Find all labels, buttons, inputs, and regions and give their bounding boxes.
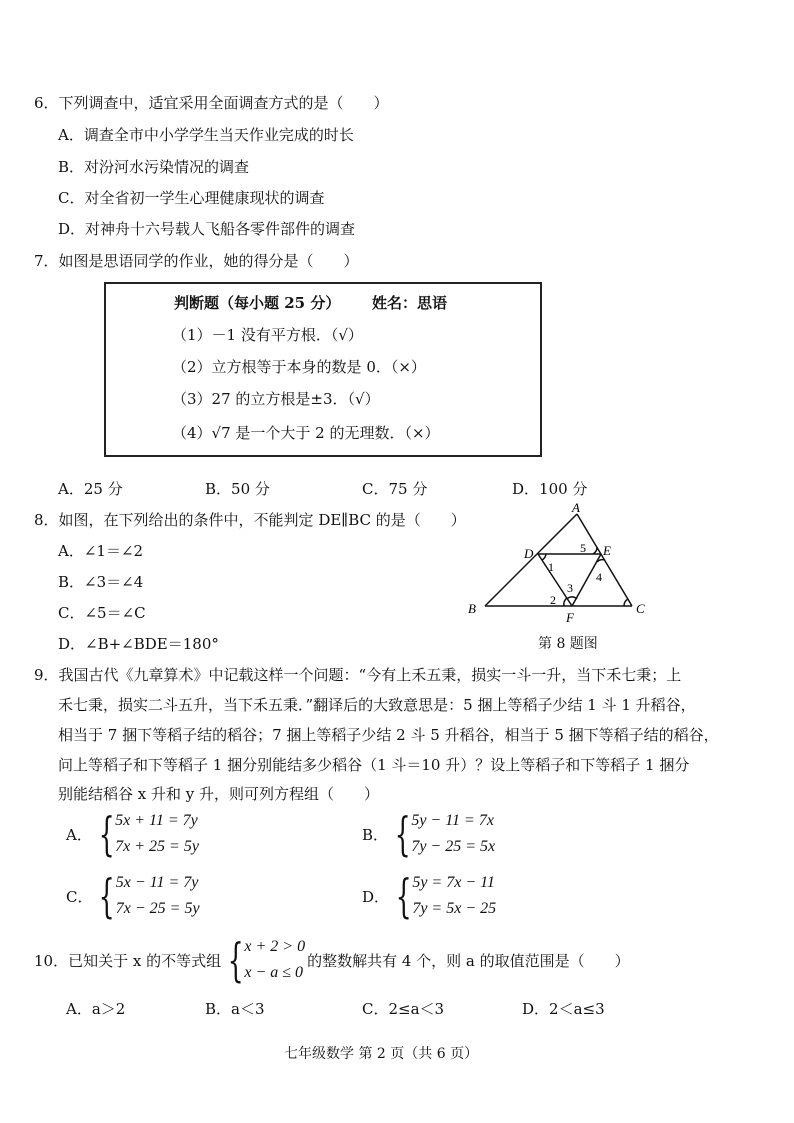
q6-option-b: B．对汾河水污染情况的调查 xyxy=(58,158,250,176)
q6-option-a: A．调查全市中小学学生当天作业完成的时长 xyxy=(58,126,354,144)
box-item-2: （2）立方根等于本身的数是 0．（×） xyxy=(172,358,426,376)
q6-stem: 6．下列调查中，适宜采用全面调查方式的是（ ） xyxy=(34,94,389,112)
label-angle-4: 4 xyxy=(596,570,602,584)
q9-a-eq2: 7x + 25 = 5y xyxy=(115,838,199,855)
label-angle-1: 1 xyxy=(548,560,554,574)
q7-stem: 7．如图是思语同学的作业，她的得分是（ ） xyxy=(34,252,359,270)
q9-option-a xyxy=(66,808,199,860)
box-item-4: （4）√7 是一个大于 2 的无理数．（×） xyxy=(172,424,440,442)
q7-option-d: D．100 分 xyxy=(512,480,588,498)
q9-line-2: 禾七秉，损实二斗五升，当下禾五秉．”翻译后的大致意思是：5 捆上等稻子少结 1 斗 1 升稻谷， xyxy=(58,696,696,714)
q9-d-eq1: 5y = 7x − 11 xyxy=(412,874,495,891)
label-angle-5: 5 xyxy=(580,541,586,555)
q9-option-d-label: D． xyxy=(362,887,390,906)
brace-icon: { xyxy=(98,807,115,861)
q8-option-d: D．∠B+∠BDE＝180° xyxy=(58,635,219,653)
q9-line-4: 问上等稻子和下等稻子 1 捆分别能结多少稻谷（1 斗＝10 升）？设上等稻子和下等稻子 1 捆分 xyxy=(58,756,690,774)
label-f: F xyxy=(566,610,574,625)
arc-angle-3 xyxy=(567,597,577,599)
q9-b-eq2: 7y − 25 = 5x xyxy=(411,838,496,855)
q7-option-a: A．25 分 xyxy=(58,480,123,498)
q9-line-5: 别能结稻谷 x 升和 y 升，则可列方程组（ ） xyxy=(58,785,380,803)
brace-icon: { xyxy=(227,933,244,987)
homework-box xyxy=(104,282,542,457)
brace-icon: { xyxy=(99,869,116,923)
label-c: C xyxy=(636,601,645,616)
q10-eq2: x − a ≤ 0 xyxy=(244,964,304,981)
q6-option-c: C．对全省初一学生心理健康现状的调查 xyxy=(58,189,325,207)
q9-option-b-label: B． xyxy=(362,825,389,844)
q9-c-eq2: 7x − 25 = 5y xyxy=(115,900,200,917)
q9-a-eq1: 5x + 11 = 7y xyxy=(115,812,198,829)
label-d: D xyxy=(524,546,534,561)
brace-icon: { xyxy=(394,807,411,861)
q9-line-1: 9．我国古代《九章算术》中记载这样一个问题：“今有上禾五秉，损实一斗一升，当下禾七秉；上 xyxy=(34,666,682,684)
box-item-1: （1）－1 没有平方根．（√） xyxy=(172,326,363,344)
box-header-left: 判断题（每小题 25 分） xyxy=(174,294,341,312)
arc-angle-5 xyxy=(593,547,597,554)
brace-icon: { xyxy=(395,869,412,923)
q9-d-eq2: 7y = 5x − 25 xyxy=(412,900,497,917)
label-e: E xyxy=(603,543,611,558)
label-b: B xyxy=(468,601,476,616)
q8-option-c: C．∠5＝∠C xyxy=(58,604,146,622)
q9-option-c-label: C． xyxy=(66,887,93,906)
box-header-right: 姓名：思语 xyxy=(372,294,448,312)
q10-stem-post: 的整数解共有 4 个，则 a 的取值范围是（ ） xyxy=(307,951,630,970)
q10-option-d: D．2＜a≤3 xyxy=(522,1000,605,1018)
arc-angle-c xyxy=(624,599,628,606)
arc-angle-1 xyxy=(542,554,546,560)
label-angle-2: 2 xyxy=(550,593,556,607)
q8-option-b: B．∠3＝∠4 xyxy=(58,573,144,591)
q10-option-b: B．a＜3 xyxy=(205,1000,265,1018)
q10-stem xyxy=(34,934,630,986)
arc-angle-2 xyxy=(564,598,567,606)
figure-caption: 第 8 题图 xyxy=(538,636,598,652)
q8-option-a: A．∠1＝∠2 xyxy=(58,542,144,560)
q10-eq1: x + 2 > 0 xyxy=(244,938,306,955)
q9-c-eq1: 5x − 11 = 7y xyxy=(115,874,199,891)
label-angle-3: 3 xyxy=(567,581,573,595)
q10-stem-pre: 10．已知关于 x 的不等式组 xyxy=(34,951,222,970)
q10-option-c: C．2≤a＜3 xyxy=(362,1000,445,1018)
q9-b-eq1: 5y − 11 = 7x xyxy=(411,812,494,829)
q10-option-a: A．a＞2 xyxy=(66,1000,126,1018)
q9-option-a-label: A． xyxy=(66,825,92,844)
q9-option-d xyxy=(362,870,496,922)
q9-line-3: 相当于 7 捆下等稻子结的稻谷；7 捆上等稻子少结 2 斗 5 升稻谷，相当于 5 捆下等稻子结的稻谷， xyxy=(58,726,719,744)
q8-stem: 8．如图，在下列给出的条件中，不能判定 DE∥BC 的是（ ） xyxy=(34,511,466,529)
label-a: A xyxy=(572,500,580,515)
q9-option-c xyxy=(66,870,200,922)
q7-option-b: B．50 分 xyxy=(205,480,270,498)
page-footer: 七年级数学 第 2 页（共 6 页） xyxy=(284,1046,479,1062)
q9-option-b xyxy=(362,808,495,860)
triangle-figure xyxy=(460,500,660,630)
q6-option-d: D．对神舟十六号载人飞船各零件部件的调查 xyxy=(58,220,356,238)
box-item-3: （3）27 的立方根是±3．（√） xyxy=(172,390,380,408)
q7-option-c: C．75 分 xyxy=(362,480,428,498)
